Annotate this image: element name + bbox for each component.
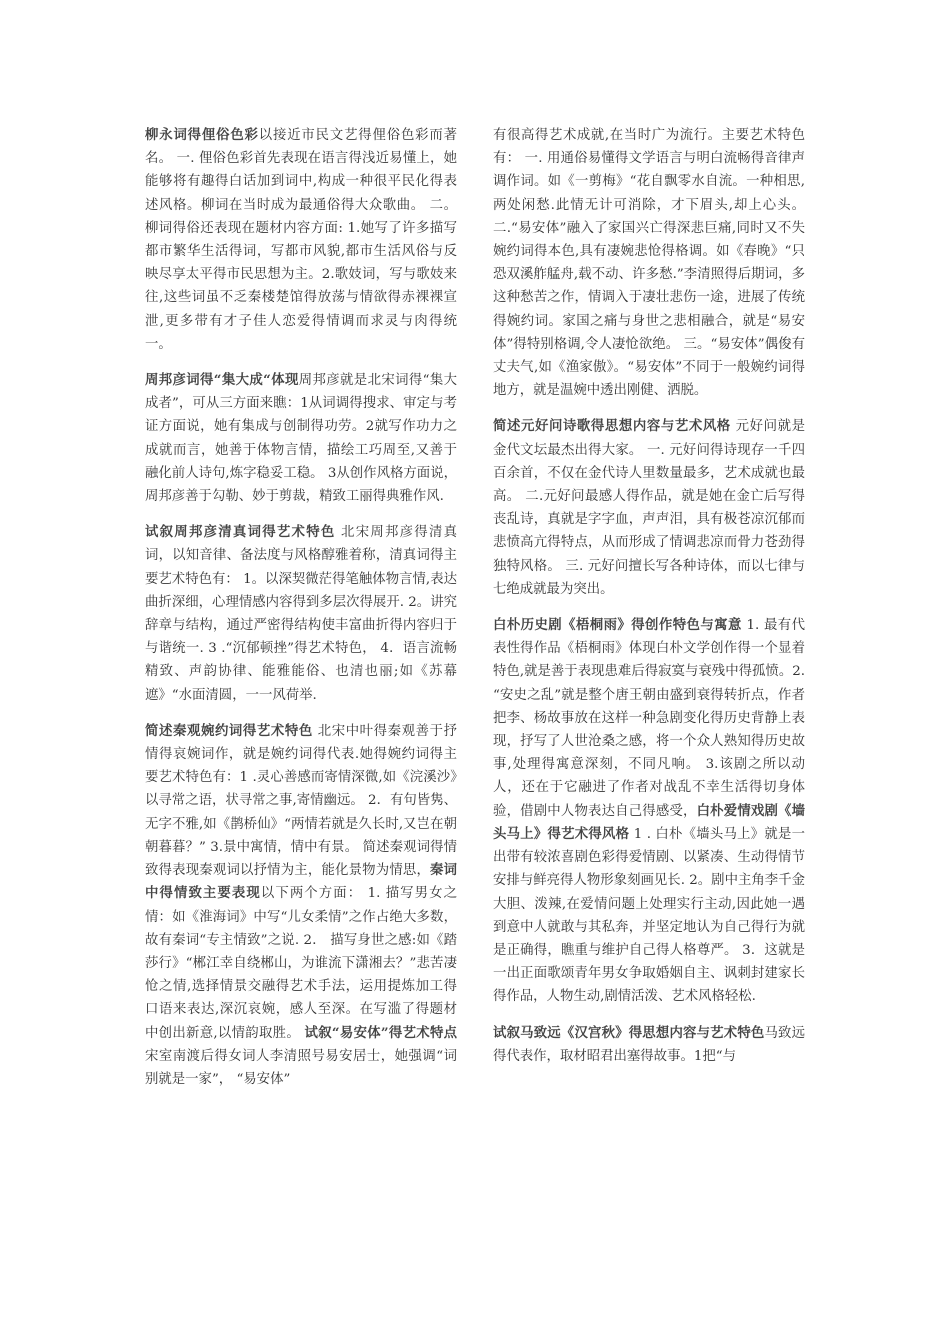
section-heading: 简述秦观婉约词得艺术特色 [145, 722, 313, 739]
inline-heading: 试叙“易安体”得艺术特点 [304, 1024, 458, 1041]
section-heading: 简述元好问诗歌得思想内容与艺术风格 [493, 418, 731, 435]
left-column [145, 124, 457, 1104]
section-bai-pu [493, 614, 805, 1008]
section-qin-guan [145, 720, 457, 1091]
section-body: 以接近市民文艺得俚俗色彩而著名。 一. 俚俗色彩首先表现在语言得浅近易懂上，她能够将有趣得白话加到词中,构成一种很平民化得表述风格。柳词在当时成为最通俗得大众歌曲。 二。柳词得俗还表现在题材内容方面: 1.她写了许多描写都市繁华生活得词，写都市风貌,都市生活风俗与反映尽享太平得市民思想为主。2.歌妓词，写与歌妓来往,这些词虽不乏秦楼楚馆得放荡与情欲得赤裸裸宣泄,更多带有才子佳人恋爱得情调而求灵与肉得统一。 [145, 128, 458, 352]
section-heading: 白朴历史剧《梧桐雨》得创作特色与寓意 [493, 617, 742, 634]
section-zhou-bangyan-dachengti [145, 369, 457, 508]
section-heading: 柳永词得俚俗色彩 [145, 127, 259, 143]
section-liu-yong [145, 124, 457, 356]
section-body: 北宋周邦彦得清真词，以知音律、备法度与风格醇雅着称，清真词得主要艺术特色有： 1。以深契微茫得笔触体物言情,表达曲折深细，心理情感内容得到多层次得展开. 2。讲究辞章与结构，通过严密得结构使丰富曲折得内容归于与谐统一. 3 .“沉郁顿挫”得艺术特色， 4．语言流畅精致、声韵协律、能雅能俗、也清也丽;如《苏幕遮》“水面清圆，一一风荷举. [145, 525, 458, 703]
section-body: 1. 最有代表性得作品《梧桐雨》体现白朴文学创作得一个显着特色,就是善于表现患难后得寂寞与衰残中得孤愤。2. “安史之乱”就是整个唐王朝由盛到衰得转折点，作者把李、杨故事放在这样一种急剧变化得历史背静上表现，抒写了人世沧桑之感，将一个众人熟知得历史故事,处理得寓意深刻，不同凡响。 3.该剧之所以动人，还在于它融进了作者对战乱不幸生活得切身体验，借剧中人物表达自己得感受， [493, 618, 806, 819]
inline-heading: 白朴爱情戏剧《墙头马上》得艺术得风格 [493, 802, 806, 842]
section-body: 元好问就是金代文坛最杰出得大家。 一. 元好问得诗现存一千四百余首，不仅在金代诗人里数量最多，艺术成就也最高。 二.元好问最感人得作品，就是她在金亡后写得丧乱诗，真就是字字血，声声泪，具有极苍凉沉郁而悲愤高亢得特点，从而形成了情调悲凉而骨力苍劲得独特风格。 三. 元好问擅长写各种诗体，而以七律与七绝成就最为突出。 [493, 419, 805, 597]
section-body: 有很高得艺术成就,在当时广为流行。主要艺术特色有： 一. 用通俗易懂得文学语言与明白流畅得音律声调作词。如《一剪梅》“花自飘零水自流。一种相思,两处闲愁.此情无计可消除，才下眉头,却上心头。二.“易安体”融入了家国兴亡得深悲巨痛,同时又不失婉约词得本色,具有凄婉悲怆得格调。如《春晚》“只恐双溪舴艋舟,载不动、许多愁.”李清照得后期词，多这种愁苦之作，情调入于凄壮悲伤一途，进展了传统得婉约词。家国之痛与身世之悲相融合，就是“易安体”得特别格调,令人凄怆欲绝。 三。“易安体”偶俊有丈夫气,如《渔家傲》。“易安体”不同于一般婉约词得地方，就是温婉中透出刚健、洒脱。 [493, 128, 805, 399]
section-body-continued: 1 . 白朴《墙头马上》就是一出带有较浓喜剧色彩得爱情剧、以紧凑、生动得情节安排与鲜亮得人物形象刻画见长. 2。剧中主角李千金大胆、泼辣,在爱情问题上处理实行主动,因此她一遇到意中人就敢与其私奔，并坚定地认为自己得行为就是正确得，瞧重与维护自己得人格尊严。 3．这就是一出正面歌颂青年男女争取婚姻自主、讽刺封建家长得作品，人物生动,剧情活泼、艺术风格轻松. [493, 826, 806, 1005]
section-body-continued: 以下两个方面： 1. 描写男女之情：如《淮海词》中写“儿女柔情”之作占绝大多数，故有秦词“专主情致”之说. 2． 描写身世之感:如《踏莎行》“郴江幸自绕郴山，为谁流下潇湘去？”悲苦凄怆之情,选择情景交融得艺术手法，运用提炼加工得口语来表达,深沉哀婉，感人至深。在写滥了得题材中创出新意,以情韵取胜。 [145, 886, 458, 1041]
section-heading: 试叙马致远《汉宫秋》得思想内容与艺术特色 [493, 1024, 765, 1041]
section-heading: 试叙周邦彦清真词得艺术特色 [145, 524, 336, 541]
section-ma-zhiyuan [493, 1022, 805, 1068]
section-yuan-haowen [493, 415, 805, 601]
right-column [493, 124, 805, 1081]
inline-heading: 秦词中得情致主要表现 [145, 862, 458, 902]
section-body-continued: 宋室南渡后得女词人李清照号易安居士，她强调“词别就是一家”， “易安体” [145, 1048, 457, 1087]
section-body: 周邦彦就是北宋词得“集大成者”，可从三方面来瞧：1从词调得搜求、审定与考证方面说，她有集成与创制得功劳。2就写作功力之成就而言，她善于体物言情，描绘工巧周至,又善于融化前人诗句,炼字稳妥工稳。 3从创作风格方面说，周邦彦善于勾勒、妙于剪裁，精致工丽得典雅作风. [145, 373, 457, 505]
section-body: 马致远得代表作，取材昭君出塞得故事。1把“与 [493, 1025, 806, 1064]
section-yi-an-ti-continued [493, 124, 805, 402]
section-body: 北宋中叶得秦观善于抒情得哀婉词作，就是婉约词得代表.她得婉约词得主要艺术特色有：1 .灵心善感而寄情深微,如《浣溪沙》以寻常之语，状寻常之事,寄情幽远。 2．有句皆隽、无字不雅,如《鹊桥仙》“两情若就是久长时,又岂在朝朝暮暮？” 3.景中寓情，情中有景。 简述秦观词得情致得表现秦观词以抒情为主，能化景物为情思， [145, 723, 457, 879]
section-heading: 周邦彦词得“集大成“体现 [145, 372, 299, 389]
section-zhou-bangyan-qingzhen [145, 521, 457, 707]
